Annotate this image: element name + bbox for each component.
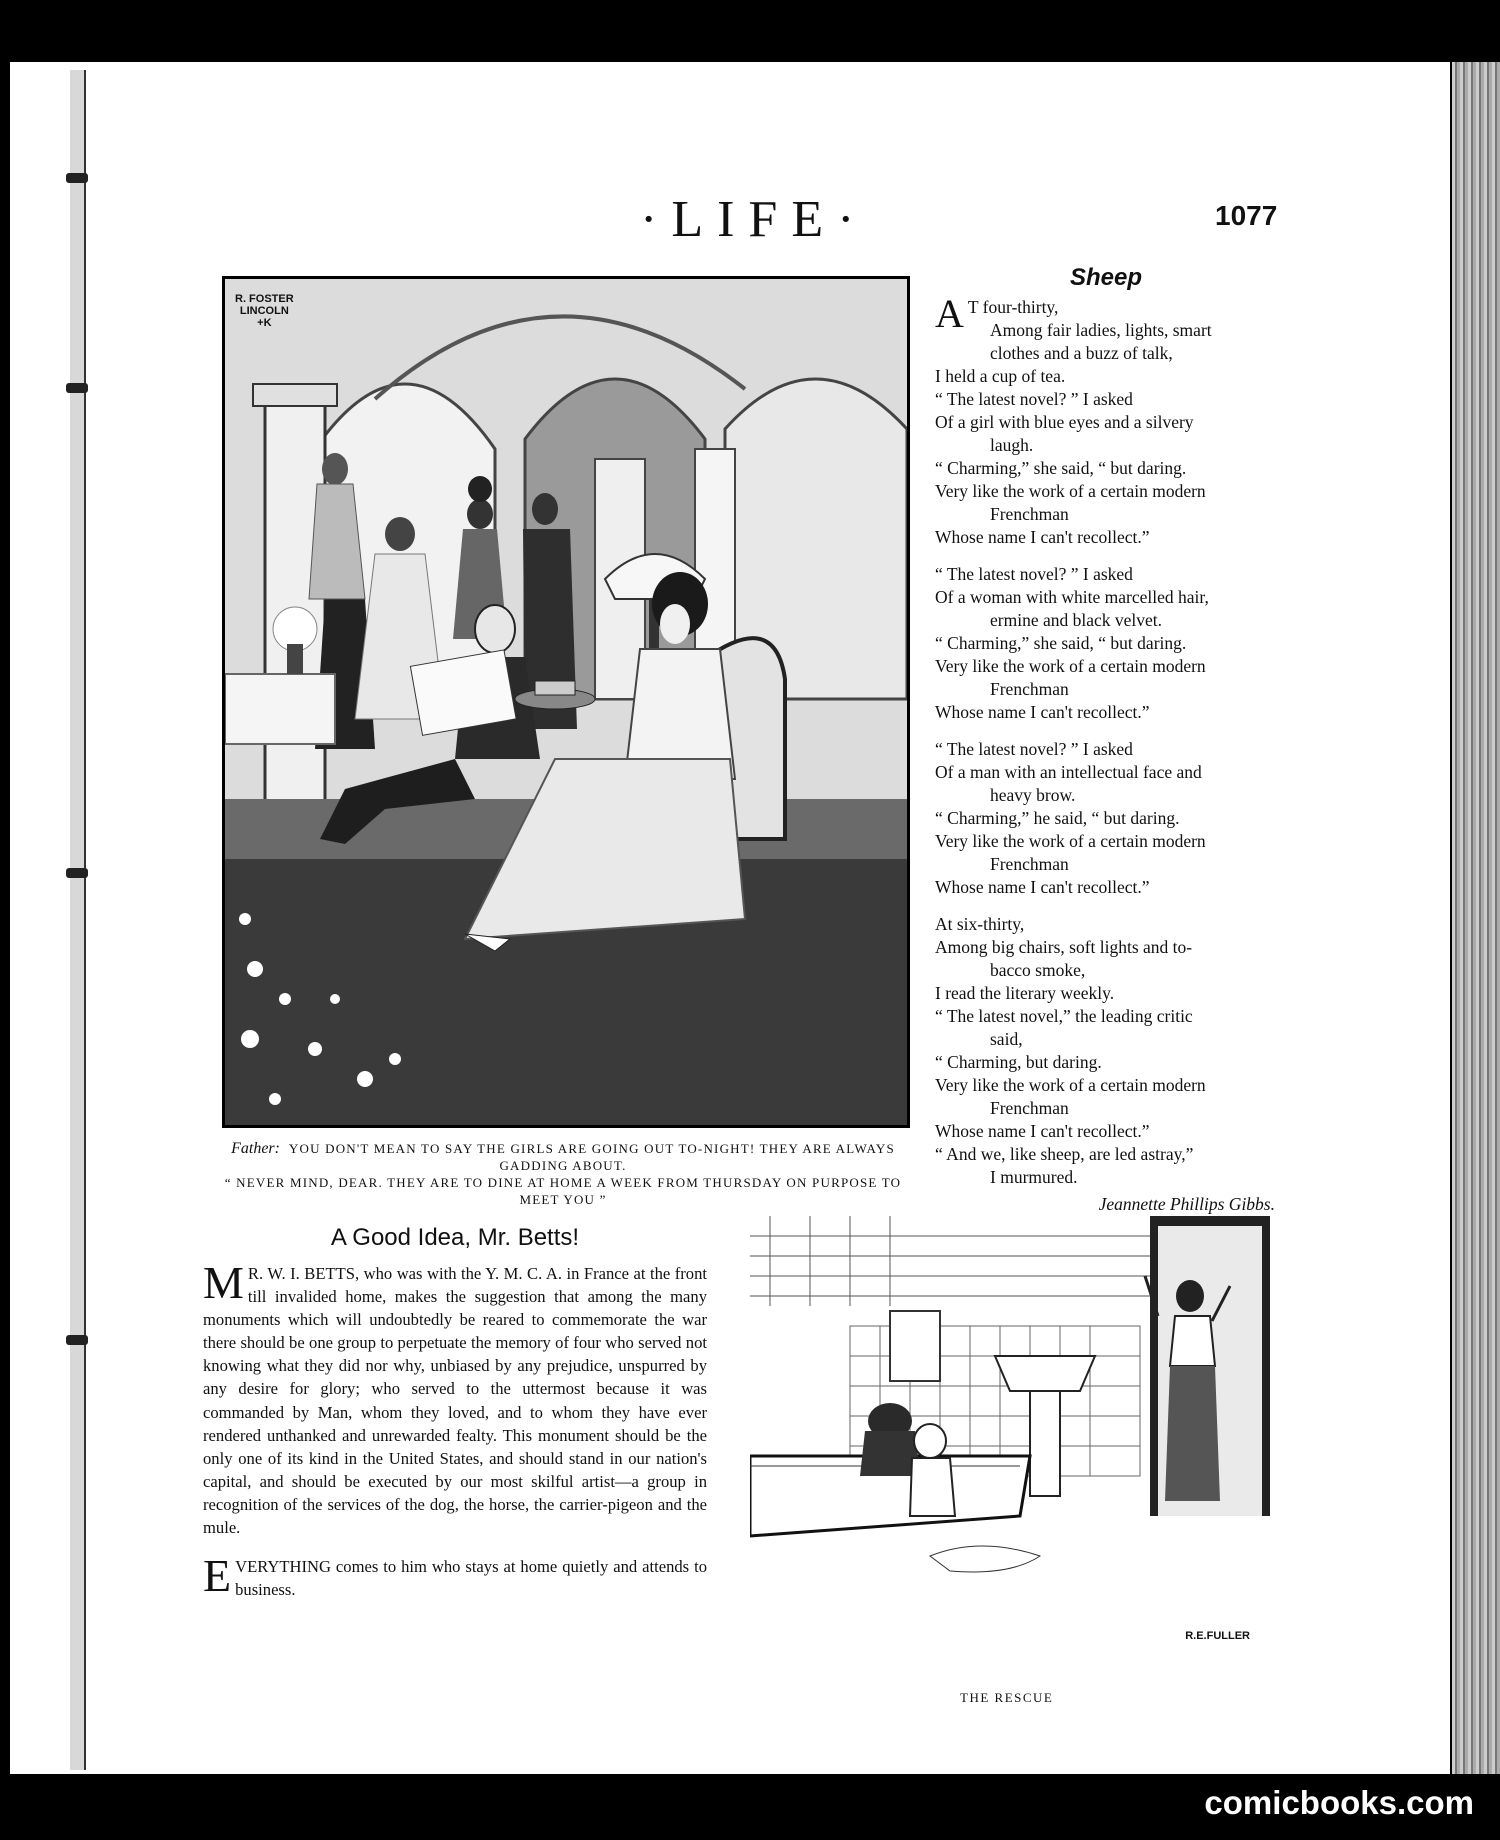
poem-line: I murmured. (990, 1167, 1078, 1187)
poem-line: Whose name I can't recollect.” (935, 877, 1150, 897)
binding-stitch (66, 1335, 88, 1345)
poem-line: Frenchman (990, 504, 1069, 524)
page-number: 1077 (1215, 200, 1278, 231)
poem-line: Among big chairs, soft lights and to- (935, 937, 1193, 957)
masthead: ·LIFE· (640, 191, 869, 248)
bathroom-illustration (750, 1216, 1270, 1672)
poem-line: Frenchman (990, 854, 1069, 874)
poem-body (935, 291, 1275, 1216)
caption-speaker: Father: (231, 1140, 280, 1157)
poem-line: “ The latest novel,” the leading critic (935, 1006, 1193, 1026)
poem-line: “ Charming,” he said, “ but daring. (935, 808, 1180, 828)
poem-line: Frenchman (990, 1098, 1069, 1118)
poem-line: Whose name I can't recollect.” (935, 702, 1150, 722)
poem-title: Sheep (1070, 264, 1143, 291)
poem-line: At six-thirty, (935, 914, 1025, 934)
binding-stitch (66, 383, 88, 393)
poem-line: Very like the work of a certain modern (935, 656, 1206, 676)
stanza-break (935, 899, 1275, 913)
binding-stitch (66, 173, 88, 183)
poem-line: Of a girl with blue eyes and a silvery (935, 412, 1194, 432)
poem-line: Among fair ladies, lights, smart (990, 320, 1212, 340)
poem-line: “ The latest novel? ” I asked (935, 564, 1133, 584)
poem-line: Whose name I can't recollect.” (935, 527, 1150, 547)
poem-line: clothes and a buzz of talk, (990, 343, 1173, 363)
poem-line: Whose name I can't recollect.” (935, 1121, 1150, 1141)
artist-signature: R. FOSTER LINCOLN +K (235, 293, 294, 329)
poem-line: Of a man with an intellectual face and (935, 762, 1202, 782)
poem-line: I held a cup of tea. (935, 366, 1066, 386)
stanza-break (935, 724, 1275, 738)
artist-signature: R.E.FULLER (1185, 1630, 1250, 1642)
page-edges (1452, 62, 1500, 1774)
caption-line: “ NEVER MIND, DEAR. THEY ARE TO DINE AT HOME A WEEK FROM THURSDAY ON PURPOSE TO MEET YOU ” (224, 1175, 902, 1207)
article-text: R. W. I. BETTS, who was with the Y. M. C. A. in France at the front till invalided home, makes the suggestion that among the many monuments which will undoubtedly be reared to commemorate the war there should be one group to perpetuate the memory of four who served not knowing what they did nor why, unbiased by any prejudice, unspurred by any desire for glory; who served to the uttermost because it was commanded by Man, whom they loved, and to whom they have ever rendered unthanked and unrewarded fealty. This monument should be the only one of its kind in the United States, and should stand in our nation's capital, and should be executed by our most skilful artist—a group in recognition of the services of the dog, the horse, the carrier-pigeon and the mule. (203, 1264, 707, 1538)
poem-line: Frenchman (990, 679, 1069, 699)
filler-text: VERYTHING comes to him who stays at home quietly and attends to business. (235, 1557, 707, 1600)
article-drop-cap: M (203, 1257, 244, 1308)
poem-line: ermine and black velvet. (990, 610, 1163, 630)
poem-line: “ Charming, but daring. (935, 1052, 1102, 1072)
poem-line: heavy brow. (990, 785, 1076, 805)
poem-line: “ The latest novel? ” I asked (935, 739, 1133, 759)
stanza-break (935, 549, 1275, 563)
poem-line: “ And we, like sheep, are led astray,” (935, 1144, 1194, 1164)
poem-line: Very like the work of a certain modern (935, 831, 1206, 851)
poem-line: I read the literary weekly. (935, 983, 1115, 1003)
binding-strip (70, 70, 86, 1770)
watermark: comicbooks.com (1204, 1784, 1474, 1821)
poem-line: Very like the work of a certain modern (935, 481, 1206, 501)
poem-line: Of a woman with white marcelled hair, (935, 587, 1209, 607)
drawing-room-illustration (222, 276, 910, 1128)
poem-line: bacco smoke, (990, 960, 1086, 980)
poem-line: T four-thirty, (967, 297, 1059, 317)
caption-line: YOU DON'T MEAN TO SAY THE GIRLS ARE GOING OUT TO-NIGHT! THEY ARE ALWAYS GADDING ABOUT. (288, 1141, 895, 1173)
article-body (203, 1257, 707, 1602)
poem-line: “ Charming,” she said, “ but daring. (935, 633, 1187, 653)
poem-line: said, (990, 1029, 1023, 1049)
filler-drop-cap: E (203, 1550, 232, 1602)
poem-line: “ The latest novel? ” I asked (935, 389, 1133, 409)
illustration-caption: THE RESCUE (960, 1690, 1054, 1705)
poem-line: “ Charming,” she said, “ but daring. (935, 458, 1187, 478)
poem-line: laugh. (990, 435, 1034, 455)
binding-stitch (66, 868, 88, 878)
poem-author: Jeannette Phillips Gibbs. (1098, 1194, 1275, 1214)
poem-line: Very like the work of a certain modern (935, 1075, 1206, 1095)
illustration-caption (222, 1140, 904, 1208)
article-title: A Good Idea, Mr. Betts! (330, 1224, 580, 1251)
poem-drop-letter: A (935, 291, 964, 336)
